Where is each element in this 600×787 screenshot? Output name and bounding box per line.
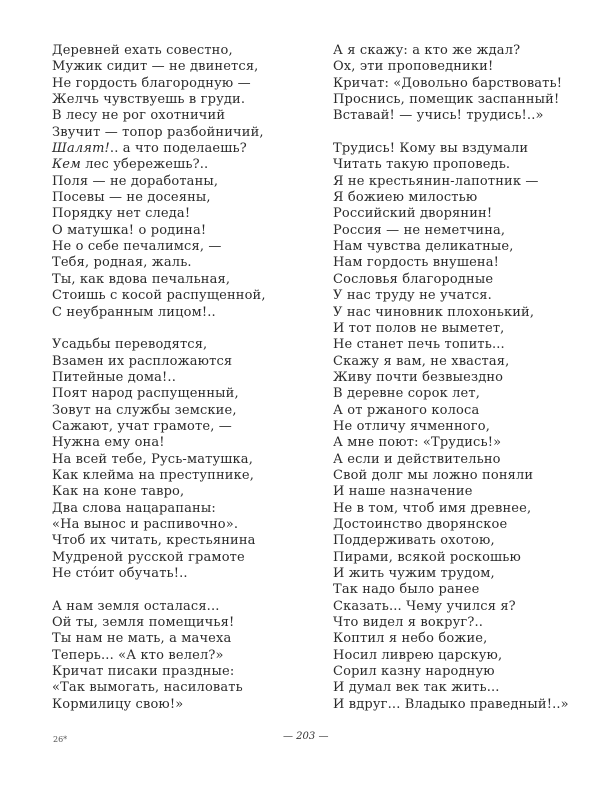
verse-line: [52, 664, 266, 680]
verse-text: Читать такую проповедь.: [333, 157, 511, 173]
verse-line: [333, 468, 569, 484]
verse-text: С неубранным лицом!..: [52, 304, 216, 320]
verse-line: [52, 501, 266, 517]
verse-line: [52, 76, 266, 92]
verse-text: Не отличу ячменного,: [333, 418, 491, 434]
verse-text: Мужик сидит — не двинется,: [52, 59, 259, 75]
verse-line: [333, 255, 569, 271]
verse-text: Я не крестьянин-лапотник —: [333, 173, 539, 189]
verse-text: Нам гордость внушена!: [333, 255, 500, 271]
verse-line: [333, 108, 569, 124]
verse-text: Вставай! — учись! трудись!..»: [333, 108, 544, 124]
verse-text: Нам чувства деликатные,: [333, 239, 514, 255]
verse-text: Взамен их распложаются: [52, 353, 233, 369]
verse-line: [333, 533, 569, 549]
verse-line: [333, 484, 569, 500]
verse-line: [52, 174, 266, 190]
verse-line: [52, 190, 266, 206]
verse-line: [333, 501, 569, 517]
verse-line: [333, 566, 569, 582]
verse-line: [52, 517, 266, 533]
verse-text: Проснись, помещик заспанный!: [333, 92, 560, 108]
verse-text: Достоинство дворянское: [333, 516, 508, 532]
verse-text: Зовут на службы земские,: [52, 402, 237, 418]
verse-line: [52, 566, 266, 582]
verse-text: Порядку нет следа!: [52, 206, 191, 222]
verse-line: [52, 680, 266, 696]
verse-text: Носил ливрею царскую,: [333, 647, 503, 663]
verse-text: Свой долг мы ложно поняли: [333, 467, 534, 483]
verse-text: Поят народ распущенный,: [52, 386, 239, 402]
verse-line: [333, 517, 569, 533]
verse-text: Теперь... «А кто велел?»: [52, 647, 224, 663]
verse-text: Два слова нацарапаны:: [52, 500, 216, 516]
verse-line: [52, 223, 266, 239]
verse-text: Не станет печь топить...: [333, 337, 505, 353]
verse-text: Ты нам не мать, а мачеха: [52, 631, 232, 647]
verse-line: [333, 157, 569, 173]
verse-text: И наше назначение: [333, 484, 473, 500]
verse-line: [52, 354, 266, 370]
verse-text: Тебя, родная, жаль.: [52, 255, 192, 271]
verse-line: [333, 582, 569, 598]
verse-line: [333, 615, 569, 631]
italic-emphasis: Кем: [52, 157, 81, 173]
verse-text: лес убережешь?..: [80, 157, 209, 173]
verse-line: [333, 43, 569, 59]
verse-text: У нас труду не учатся.: [333, 288, 492, 304]
verse-line: [52, 419, 266, 435]
verse-line: [52, 370, 266, 386]
verse-text: Желчь чувствуешь в груди.: [52, 92, 246, 108]
verse-text: Питейные дома!..: [52, 369, 176, 385]
verse-text: Трудись! Кому вы вздумали: [333, 141, 529, 157]
verse-line: [333, 190, 569, 206]
verse-text: Кормилицу свою!»: [52, 696, 184, 712]
verse-text: Так надо было ранее: [333, 582, 480, 598]
verse-text: Звучит — топор разбойничий,: [52, 124, 264, 140]
verse-line: [52, 550, 266, 566]
verse-text: Сорил казну народную: [333, 664, 495, 680]
verse-line: [333, 92, 569, 108]
verse-line: [52, 239, 266, 255]
verse-line: [333, 370, 569, 386]
verse-line: [333, 599, 569, 615]
verse-text: А мне поют: «Трудись!»: [333, 435, 502, 451]
verse-text: В лесу не рог охотничий: [52, 108, 226, 124]
verse-text: Россия — не неметчина,: [333, 222, 506, 238]
verse-text: И жить чужим трудом,: [333, 566, 495, 581]
verse-text: Как на коне тавро,: [52, 484, 185, 500]
verse-text: Сказать... Чему учился я?: [333, 598, 516, 614]
verse-line: [52, 484, 266, 500]
verse-line: [333, 223, 569, 239]
verse-line: [333, 59, 569, 75]
verse-line: [52, 337, 266, 353]
verse-line: [52, 631, 266, 647]
verse-line: [333, 305, 569, 321]
verse-text: Что видел я вокруг?..: [333, 615, 484, 631]
verse-line: [52, 157, 266, 173]
verse-text: Коптил я небо божие,: [333, 631, 488, 647]
verse-text: О матушка! о родина!: [52, 222, 207, 238]
verse-text: Чтоб их читать, крестьянина: [52, 533, 256, 549]
verse-text: «На вынос и распивочно».: [52, 516, 239, 532]
verse-line: [52, 599, 266, 615]
verse-line: [333, 435, 569, 451]
verse-text: Не гордость благородную —: [52, 75, 251, 91]
verse-line: [333, 76, 569, 92]
verse-line: [52, 43, 266, 59]
verse-line: [333, 680, 569, 696]
verse-text: В деревне сорок лет,: [333, 386, 480, 402]
verse-line: [333, 288, 569, 304]
verse-text: Ох, эти проповедники!: [333, 59, 494, 75]
signature-mark: 26*: [53, 735, 68, 744]
verse-line: [52, 288, 266, 304]
verse-text: Стоишь с косой распущенной,: [52, 288, 266, 304]
verse-text: Сажают, учат грамоте, —: [52, 418, 232, 434]
verse-text: Как клейма на преступнике,: [52, 467, 254, 483]
verse-line: [52, 468, 266, 484]
verse-line: [333, 206, 569, 222]
stanza-gap: [52, 582, 266, 598]
verse-text: Нужна ему она!: [52, 435, 165, 451]
verse-line: [52, 648, 266, 664]
verse-text: «Так вымогать, насиловать: [52, 680, 243, 696]
left-column: [52, 43, 266, 713]
verse-line: [333, 354, 569, 370]
verse-line: [333, 337, 569, 353]
verse-text: Поля — не доработаны,: [52, 173, 219, 189]
verse-text: У нас чиновник плохонький,: [333, 304, 535, 320]
page-number: — 203 —: [283, 731, 329, 742]
verse-line: [52, 403, 266, 419]
verse-text: Не в том, чтоб имя древнее,: [333, 500, 532, 516]
verse-text: Пирами, всякой роскошью: [333, 549, 521, 565]
verse-line: [333, 648, 569, 664]
verse-text: Посевы — не досеяны,: [52, 190, 211, 206]
verse-line: [52, 92, 266, 108]
verse-text: Не стóит обучать!..: [52, 566, 188, 581]
verse-line: [52, 108, 266, 124]
verse-text: На всей тебе, Русь-матушка,: [52, 451, 253, 467]
verse-text: А если и действительно: [333, 451, 501, 467]
verse-line: [333, 141, 569, 157]
verse-line: [52, 206, 266, 222]
verse-text: Живу почти безвыездно: [333, 369, 504, 385]
italic-emphasis: Шалят!: [52, 141, 110, 157]
verse-text: Скажу я вам, не хвастая,: [333, 353, 510, 369]
verse-line: [52, 452, 266, 468]
verse-line: [333, 419, 569, 435]
verse-line: [52, 272, 266, 288]
verse-line: [333, 631, 569, 647]
verse-line: [333, 272, 569, 288]
verse-line: [52, 435, 266, 451]
verse-text: А от ржаного колоса: [333, 402, 480, 418]
verse-text: И тот полов не выметет,: [333, 320, 505, 336]
verse-line: [333, 697, 569, 713]
verse-line: [333, 321, 569, 337]
verse-text: Мудреной русской грамоте: [52, 549, 245, 565]
stanza-gap: [52, 321, 266, 337]
verse-text: А я скажу: а кто же ждал?: [333, 43, 521, 58]
verse-line: [333, 239, 569, 255]
verse-line: [52, 615, 266, 631]
verse-line: [52, 305, 266, 321]
verse-text: И вдруг... Владыко праведный!..»: [333, 696, 569, 712]
verse-text: Я божиею милостью: [333, 190, 478, 206]
verse-line: [333, 386, 569, 402]
verse-text: Кричат писаки праздные:: [52, 664, 235, 680]
verse-line: [52, 125, 266, 141]
verse-line: [333, 550, 569, 566]
verse-text: Усадьбы переводятся,: [52, 337, 208, 353]
verse-text: Кричат: «Довольно барствовать!: [333, 75, 563, 91]
verse-text: Ты, как вдова печальная,: [52, 271, 231, 287]
right-column: [333, 43, 569, 713]
verse-text: Не о себе печалимся, —: [52, 239, 222, 255]
verse-line: [52, 386, 266, 402]
verse-text: Поддерживать охотою,: [333, 533, 495, 549]
verse-text: И думал век так жить...: [333, 680, 500, 696]
verse-text: .. а что поделаешь?: [109, 141, 247, 157]
verse-text: А нам земля осталася...: [52, 598, 220, 614]
verse-line: [52, 697, 266, 713]
verse-line: [333, 403, 569, 419]
verse-text: Российский дворянин!: [333, 206, 493, 222]
stanza-gap: [333, 125, 569, 141]
verse-text: Сословья благородные: [333, 271, 494, 287]
verse-text: Ой ты, земля помещичья!: [52, 615, 235, 631]
verse-line: [52, 255, 266, 271]
verse-line: [333, 664, 569, 680]
verse-text: Деревней ехать совестно,: [52, 43, 233, 58]
verse-line: [52, 59, 266, 75]
verse-line: [333, 452, 569, 468]
verse-line: [52, 533, 266, 549]
verse-line: [52, 141, 266, 157]
verse-line: [333, 174, 569, 190]
